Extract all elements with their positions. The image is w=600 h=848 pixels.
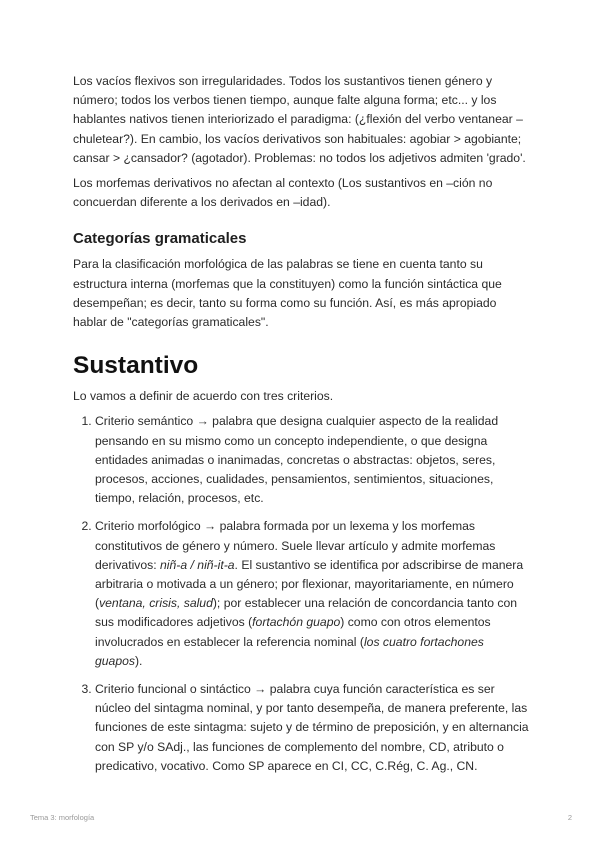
- page-number: 2: [567, 813, 572, 822]
- heading-sustantivo: Sustantivo: [73, 352, 199, 380]
- footer-title: Tema 3: morfología: [30, 813, 95, 822]
- page-content: [73, 72, 531, 785]
- paragraph-categorias: Para la clasificación morfológica de las palabras se tiene en cuenta tanto su estructura interna (morfemas que la constituyen) como la función sintáctica que desempeñan; es decir, tanto su forma como su función. Así, es más apropiado hablar de "categorías gramaticales".: [73, 257, 502, 330]
- criteria-list: [73, 412, 531, 776]
- paragraph-intro: Lo vamos a definir de acuerdo con tres criterios.: [73, 389, 334, 404]
- list-item-morfologico: 2. Criterio morfológico → palabra formada por un lexema y los morfemas constitutivos de género y número. Suele llevar artículo y admite morfemas derivativos: niñ-a / niñ-it-a. El sustantivo se identifica por adscribirse de manera arbitraria o motivada a un género; por flexionar, mayoritariamente, en número (ventana, crisis, salud); por establecer una relación de concordancia tanto con sus modificadores adjetivos (fortachón guapo) como con otros elementos involucrados en establecer la referencia nominal (los cuatro fortachones guapos).: [95, 517, 531, 671]
- paragraph-vacios: Los vacíos flexivos son irregularidades. Todos los sustantivos tienen género y número; todos los verbos tienen tiempo, aunque falte alguna forma; etc... y los hablantes nativos tienen interiorizado el paradigma: (¿flexión del verbo ventanear – chuletear?). En cambio, los vacíos derivativos son habituales: agobiar > agobiante; cansar > ¿cansador? (agotador). Problemas: no todos los adjetivos admiten 'grado'.: [73, 74, 526, 165]
- paragraph-morfemas: Los morfemas derivativos no afectan al contexto (Los sustantivos en –ción no concuerdan diferente a los derivados en –idad).: [73, 176, 493, 210]
- heading-categorias: Categorías gramaticales: [73, 230, 247, 248]
- list-item-semantico: 1. Criterio semántico → palabra que designa cualquier aspecto de la realidad pensando en su mismo como un concepto independiente, o que designa entidades animadas o inanimadas, concretas o abstractas: objetos, seres, procesos, acciones, cualidades, pensamientos, sentimientos, situaciones, tiempo, relación, procesos, etc.: [95, 412, 531, 508]
- list-item-funcional: 3. Criterio funcional o sintáctico → palabra cuya función característica es ser núcleo del sintagma nominal, y por tanto desempeña, de manera preferente, las funciones de este sintagma: sujeto y de término de preposición, y en alternancia con SP y/o SAdj., las funciones de complemento del nombre, CD, atributo o predicativo, vocativo. Como SP aparece en CI, CC, C.Rég, C. Ag., CN.: [95, 680, 531, 776]
